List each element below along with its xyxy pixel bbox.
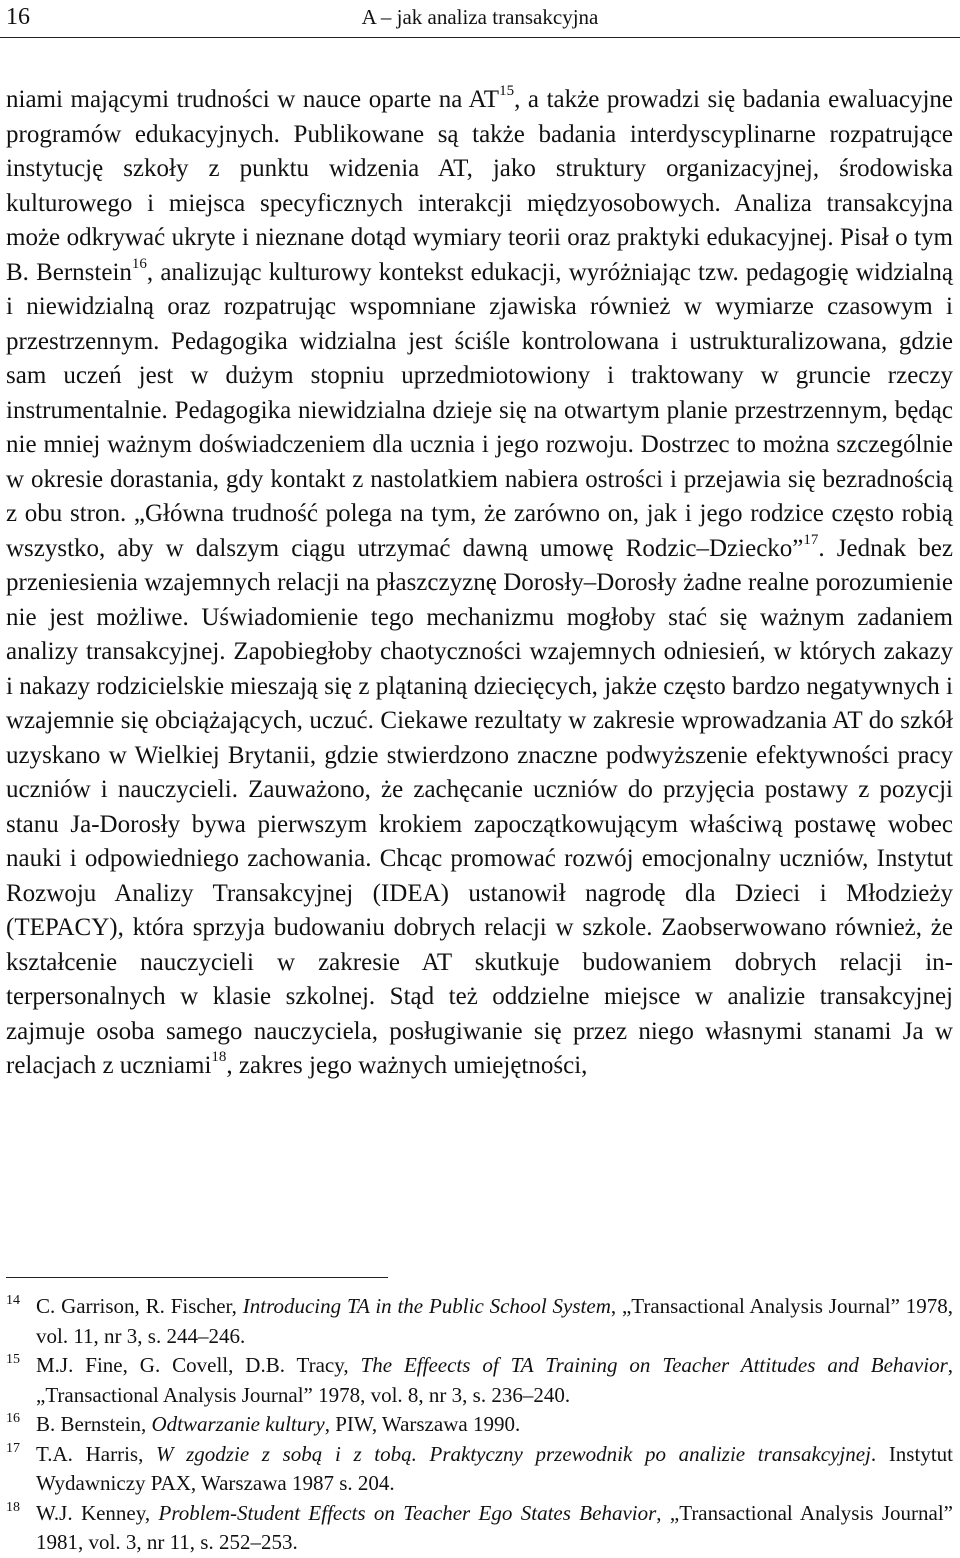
- body-text-segment: , zakres jego ważnych umiejętności,: [226, 1052, 588, 1079]
- footnote: [6, 1351, 953, 1410]
- footnote-source: . Instytut Wydawniczy PAX, Warszawa 1987 s. 204.: [36, 1441, 953, 1495]
- footnote-authors: T.A. Harris,: [36, 1441, 156, 1466]
- footnote-source: , „Transactional Analysis Journal” 1978, vol. 11, nr 3, s. 244–246.: [36, 1294, 953, 1348]
- body-text-segment: , a także prowadzi się badania ewaluacyjne programów edukacyjnych. Publikowane są także badania interdyscyplinarne rozpatrujące instytucję szkoły z punktu widzenia AT, jako struktury organizacyjnej, środowiska kulturowego i miejsca specyficznych interakcji międzyosobowych. Analiza transakcyjna może odkrywać ukryte i nieznane dotąd wymiary teorii oraz praktyki edukacyjnej. Pisał o tym B. Bernstein: [6, 86, 954, 286]
- footnote-ref-18: 18: [211, 1049, 227, 1066]
- footnote-source: , „Transactional Analysis Journal” 1981, vol. 3, nr 11, s. 252–253.: [36, 1500, 953, 1554]
- footnote-separator: [6, 1277, 388, 1278]
- footnote-authors: M.J. Fine, G. Covell, D.B. Tracy,: [36, 1353, 361, 1377]
- footnote-authors: B. Bernstein,: [36, 1412, 152, 1436]
- footnote: [6, 1410, 953, 1440]
- footnote-title: Introducing TA in the Public School System: [242, 1294, 611, 1318]
- footnote-number: 14: [6, 1293, 20, 1308]
- footnote-number: 18: [6, 1499, 20, 1515]
- footnote-source: , „Transactional Analysis Journal” 1978, vol. 8, nr 3, s. 236–240.: [36, 1353, 953, 1407]
- body-text-segment: , analizując kulturowy kontekst edukacji, wyróżniając tzw. pedagogię widzialną i niewidzialną oraz rozpatrując wspomniane zjawiska również w wymiarze czasowym i przestrzennym. Pedagogika widzialna jest ściśle kontrolowana i ustrukturalizowana, gdzie sam uczeń jest w dużym stopniu uprzedmiotowiony i traktowany w gruncie rzeczy instrumentalnie. Pedagogika niewidzialna dzieje się na otwartym planie przestrzennym, będąc nie mniej ważnym doświadczeniem dla ucznia i jego rozwoju. Dostrzec to można szczególnie w okresie dorastania, gdy kontakt z nastolatkiem nabiera ostrości i przejawia się bezradnością z obu stron. „Główna trudność polega na tym, że zarówno on, jak i jego rodzice często robią wszystko, aby w dalszym ciągu utrzymać dawną umowę Rodzic–Dziecko”: [6, 258, 953, 562]
- footnote-ref-16: 16: [131, 255, 147, 272]
- running-title: A – jak analiza transakcyjna: [361, 5, 599, 29]
- footnote: [6, 1499, 953, 1558]
- footnote-source: , PIW, Warszawa 1990.: [324, 1412, 521, 1436]
- body-text-segment: niami mającymi trudności w nauce oparte na AT: [6, 86, 500, 113]
- footnote-number: 15: [6, 1352, 20, 1367]
- footnote: [6, 1440, 953, 1499]
- footnote-title: Odtwarzanie kultury: [151, 1412, 325, 1436]
- footnote-title: W zgodzie z sobą i z tobą. Praktyczny przewodnik po analizie transakcyjnej: [155, 1441, 871, 1466]
- footnote: [6, 1292, 953, 1351]
- footnote-number: 17: [6, 1440, 20, 1456]
- footnote-authors: W.J. Kenney,: [36, 1500, 159, 1525]
- footnote-number: 16: [6, 1411, 20, 1426]
- page-number: 16: [6, 4, 30, 30]
- footnotes: [6, 1292, 953, 1558]
- footnote-ref-17: 17: [803, 531, 819, 548]
- footnote-title: Problem-Student Effects on Teacher Ego States Behavior: [158, 1500, 657, 1525]
- footnote-authors: C. Garrison, R. Fischer,: [36, 1294, 243, 1318]
- footnote-ref-15: 15: [499, 83, 515, 100]
- footnote-title: The Effeects of TA Training on Teacher Attitudes and Behavior: [360, 1353, 948, 1377]
- header-rule: [0, 37, 960, 38]
- page-header: [0, 0, 960, 40]
- body-text-segment: . Jednak bez przeniesienia wzajemnych relacji na płaszczyznę Dorosły–Dorosły żadne realne porozumienie nie jest możliwe. Uświadomienie tego mechanizmu mogłoby stać się ważnym zadaniem analizy transakcyjnej. Zapobiegłoby chaotyczności wzajemnych odniesień, w których zakazy i nakazy rodzicielskie mieszają się z plątaniną dziecięcych, jakże często bardzo negatywnych i wzajemnie się obciążających, uczuć. Ciekawe rezultaty w zakresie wprowadzania AT do szkół uzyskano w Wielkiej Brytanii, gdzie stwierdzono znaczne podwyższenie efektywności pracy uczniów i nauczycieli. Zauważono, że zachęcanie uczniów do przyjęcia postawy z pozycji stanu Ja-Dorosły bywa pierwszym krokiem zapoczątkowującym właściwą postawę wobec nauki i odpowiedniego zachowania. Chcąc promować rozwój emocjonalny uczniów, Instytut Rozwoju Analizy Transakcyjnej (IDEA) ustanowił nagrodę dla Dzieci i Młodzieży (TEPACY), która sprzyja budowaniu dobrych relacji w szkole. Zaobserwowano również, że kształcenie nauczycieli w zakresie AT skutkuje budowaniem dobrych relacji interpersonalnych w klasie szkolnej. Stąd też oddzielne miejsce w analizie transakcyjnej zajmuje osoba samego nauczyciela, posługiwanie się przez niego własnymi stanami Ja w relacjach z uczniami: [6, 534, 953, 1079]
- body-paragraph: [6, 83, 953, 1084]
